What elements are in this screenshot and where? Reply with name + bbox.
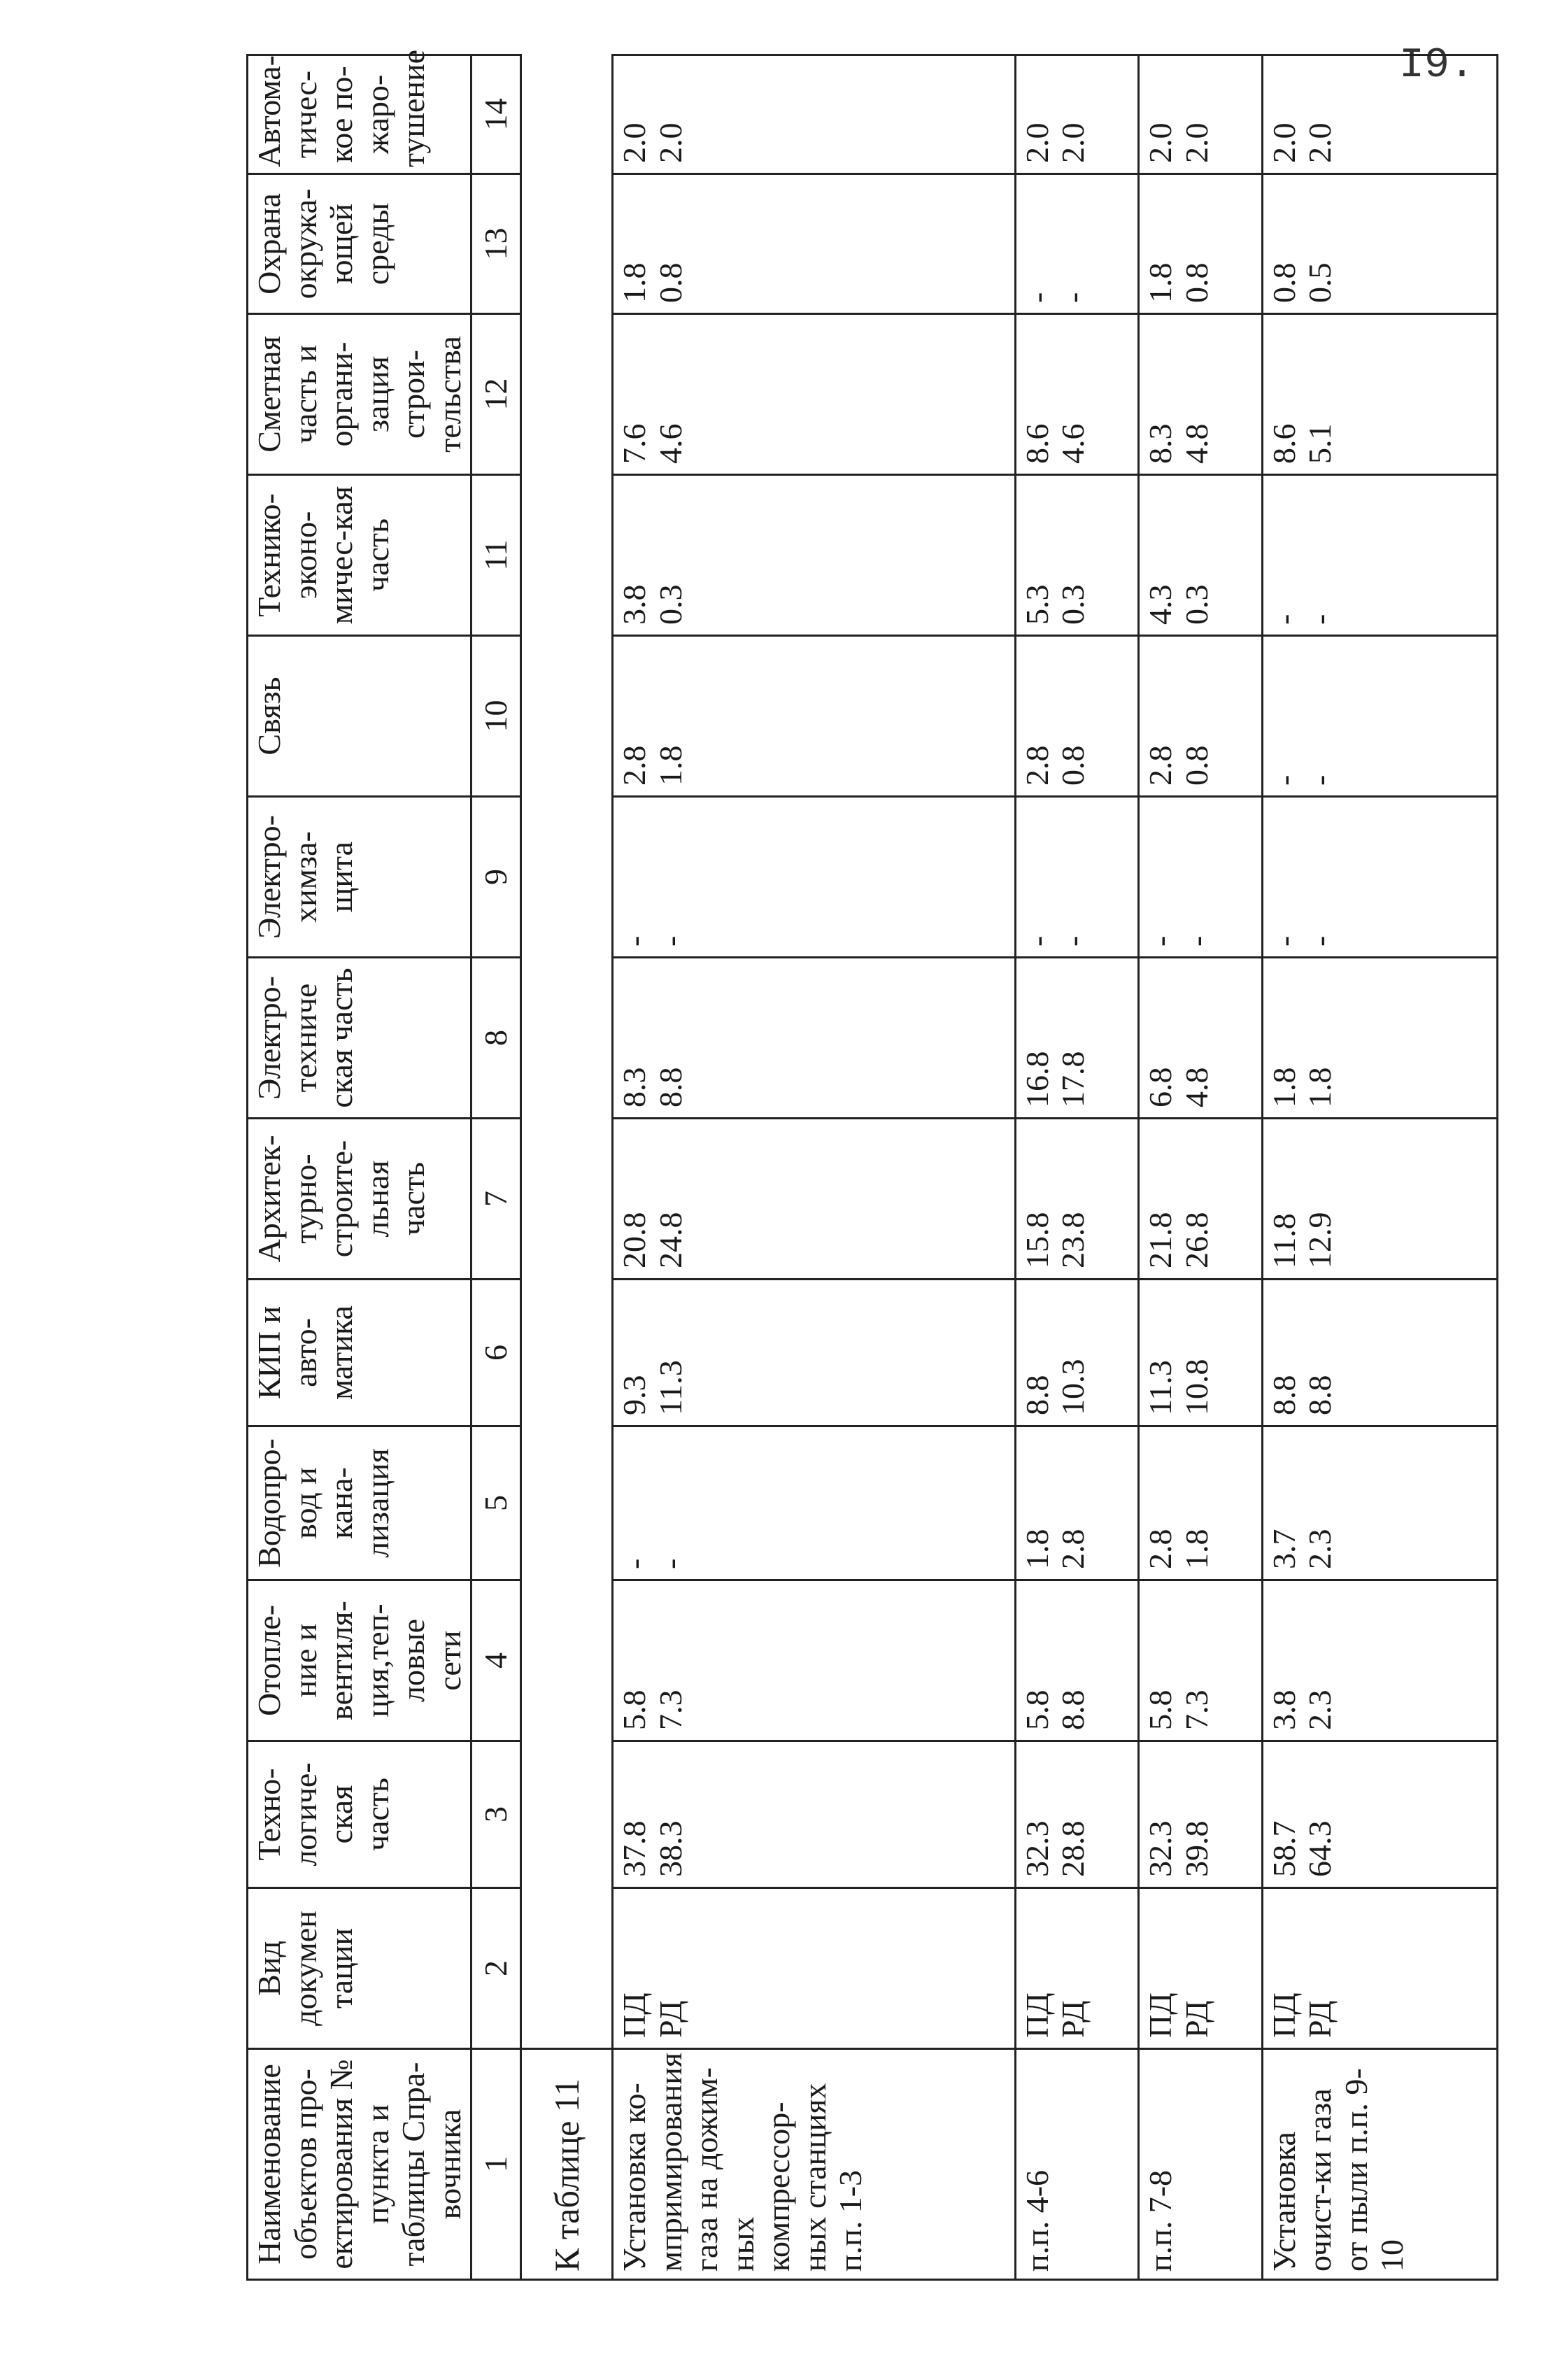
column-number: 7 — [471, 1119, 521, 1280]
percent-value: 2.0 — [1142, 122, 1179, 163]
column-number-row — [471, 55, 521, 2280]
section-title: К таблице 11 — [521, 2049, 613, 2280]
percent-value: - — [1142, 935, 1179, 947]
percent-value: 8.3 — [1142, 423, 1179, 464]
percent-value: 2.8 — [1142, 745, 1179, 786]
percent-value: 1.8 — [1019, 1529, 1055, 1569]
value-cell — [1262, 174, 1497, 314]
column-number: 2 — [471, 1888, 521, 2049]
percent-value: 10.8 — [1178, 1359, 1214, 1415]
column-header: Водопро-вод и кана-лизация — [248, 1426, 471, 1580]
percent-value: 0.5 — [1302, 262, 1338, 303]
percent-value: 2.0 — [616, 122, 653, 163]
percent-value: 3.8 — [616, 584, 653, 625]
rotated-table-container — [246, 50, 1498, 2281]
percent-value: 21.8 — [1142, 1212, 1179, 1268]
percent-value: 58.7 — [1265, 1820, 1302, 1877]
percent-value: 15.8 — [1019, 1212, 1055, 1268]
percent-value: 4.6 — [1055, 423, 1091, 464]
percent-value: 11.3 — [1142, 1360, 1179, 1415]
value-cell — [1015, 797, 1139, 958]
value-cell — [1015, 636, 1139, 797]
doc-type: РД — [1178, 2000, 1214, 2038]
percent-value: 1.8 — [616, 262, 653, 303]
percent-value: 4.6 — [652, 423, 688, 464]
percent-value: 0.3 — [1178, 584, 1214, 625]
percent-value: 5.8 — [616, 1690, 653, 1730]
percent-value: 7.3 — [652, 1690, 688, 1730]
value-cell — [1015, 475, 1139, 636]
percent-value: 8.8 — [1302, 1375, 1338, 1415]
value-cell — [1139, 1580, 1263, 1741]
percent-value: 0.8 — [1055, 745, 1091, 786]
percent-value: 4.8 — [1178, 1067, 1214, 1107]
value-cell — [1015, 1426, 1139, 1580]
percent-value: 8.8 — [1019, 1375, 1055, 1415]
percent-value: 2.0 — [1265, 122, 1302, 163]
column-header: Охрана окружа-ющей среды — [248, 174, 471, 314]
value-cell — [1262, 636, 1497, 797]
percent-value: - — [616, 935, 653, 947]
value-cell — [1262, 1741, 1497, 1888]
value-cell — [1015, 174, 1139, 314]
percent-value: 2.0 — [1055, 122, 1091, 163]
percent-value: 32.3 — [1019, 1820, 1055, 1877]
column-header: Технико-эконо-мичес-кая часть — [248, 475, 471, 636]
percent-value: 2.0 — [1302, 122, 1338, 163]
doc-type-cell — [1015, 1888, 1139, 2049]
value-cell — [1262, 958, 1497, 1119]
column-header: Вид докумен тации — [248, 1888, 471, 2049]
percent-value: - — [1055, 292, 1091, 303]
value-cell — [1139, 55, 1263, 174]
value-cell — [1262, 1580, 1497, 1741]
percent-value: 10.3 — [1055, 1359, 1091, 1415]
value-cell — [1139, 475, 1263, 636]
object-name: Установка ко-мпримирования газа на дожим-ных компрессор-ных станциях п.п. 1-3 — [613, 2049, 1016, 2280]
percent-value: 0.8 — [652, 262, 688, 303]
doc-type: ПД — [1142, 1992, 1179, 2038]
value-cell — [1139, 636, 1263, 797]
value-cell — [1262, 1119, 1497, 1280]
percent-value: 2.0 — [1019, 122, 1055, 163]
percent-value: 2.3 — [1302, 1529, 1338, 1569]
percent-value: 0.8 — [1265, 262, 1302, 303]
percent-value: 2.8 — [1055, 1529, 1091, 1569]
percent-value: - — [1055, 935, 1091, 947]
percent-value: 16.8 — [1019, 1051, 1055, 1107]
percent-value: 2.0 — [652, 122, 688, 163]
value-cell — [1139, 1119, 1263, 1280]
percent-value: 11.8 — [1265, 1213, 1302, 1268]
column-header: Электро-химза-щита — [248, 797, 471, 958]
column-number: 11 — [471, 475, 521, 636]
percent-value: 32.3 — [1142, 1820, 1179, 1877]
percent-value: 1.8 — [1142, 262, 1179, 303]
percent-value: - — [1302, 614, 1338, 625]
percent-value: 1.8 — [652, 745, 688, 786]
doc-type-cell — [1262, 1888, 1497, 2049]
percent-value: 7.3 — [1178, 1690, 1214, 1730]
column-number: 13 — [471, 174, 521, 314]
percent-value: 5.8 — [1142, 1690, 1179, 1730]
value-cell — [1139, 1741, 1263, 1888]
percent-value: 8.6 — [1265, 423, 1302, 464]
value-cell — [1262, 1426, 1497, 1580]
percent-value: 0.8 — [1178, 262, 1214, 303]
percent-value: 12.9 — [1302, 1212, 1338, 1268]
column-number: 5 — [471, 1426, 521, 1580]
percent-value: 2.3 — [1302, 1690, 1338, 1730]
object-name: Установка очист-ки газа от пыли п.п. 9-10 — [1262, 2049, 1497, 2280]
column-header: Техно-логиче-ская часть — [248, 1741, 471, 1888]
value-cell — [613, 636, 1016, 797]
percent-value: - — [652, 1558, 688, 1569]
object-name: п.п. 7-8 — [1139, 2049, 1263, 2280]
doc-type: ПД — [616, 1992, 653, 2038]
percent-value: - — [652, 935, 688, 947]
table-row — [1262, 55, 1497, 2280]
value-cell — [613, 475, 1016, 636]
percent-value: 2.0 — [1178, 122, 1214, 163]
column-header: Наименование объектов про-ектирования № пункта и таблицы Спра-вочника — [248, 2049, 471, 2280]
percent-value: 8.8 — [1265, 1375, 1302, 1415]
percent-value: 28.8 — [1055, 1820, 1091, 1877]
percent-value: 5.8 — [1019, 1690, 1055, 1730]
percent-value: 8.3 — [616, 1067, 653, 1107]
value-cell — [1015, 1119, 1139, 1280]
percent-value: 8.8 — [1055, 1690, 1091, 1730]
percent-value: - — [1265, 614, 1302, 625]
column-header: Архитек-турно-строите-льная часть — [248, 1119, 471, 1280]
percent-value: 39.8 — [1178, 1820, 1214, 1877]
percent-value: 1.8 — [1265, 1067, 1302, 1107]
percent-value: 4.3 — [1142, 584, 1179, 625]
percent-value: 64.3 — [1302, 1820, 1338, 1877]
percent-value: 9.3 — [616, 1375, 653, 1415]
percent-value: 0.3 — [1055, 584, 1091, 625]
column-number: 14 — [471, 55, 521, 174]
percent-value: 37.8 — [616, 1820, 653, 1877]
percent-value: 6.8 — [1142, 1067, 1179, 1107]
column-header: Сметная часть и органи-зация строи-тельства — [248, 314, 471, 475]
column-number: 6 — [471, 1280, 521, 1426]
percent-value: 7.6 — [616, 423, 653, 464]
value-cell — [1262, 55, 1497, 174]
percent-value: 5.1 — [1302, 423, 1338, 464]
value-cell — [613, 958, 1016, 1119]
value-cell — [1139, 174, 1263, 314]
column-number: 8 — [471, 958, 521, 1119]
column-header: Отопле-ние и вентиля-ция,теп-ловые сети — [248, 1580, 471, 1741]
percent-value: - — [1019, 935, 1055, 947]
column-number: 9 — [471, 797, 521, 958]
value-cell — [1262, 797, 1497, 958]
doc-type: ПД — [1265, 1992, 1302, 2038]
table-row — [1015, 55, 1139, 2280]
cost-distribution-table — [246, 50, 1498, 2281]
value-cell — [1139, 1426, 1263, 1580]
column-number: 4 — [471, 1580, 521, 1741]
column-number: 1 — [471, 2049, 521, 2280]
value-cell — [1262, 1280, 1497, 1426]
percent-value: - — [1302, 935, 1338, 947]
percent-value: 38.3 — [652, 1820, 688, 1877]
value-cell — [1015, 1580, 1139, 1741]
percent-value: 3.7 — [1265, 1529, 1302, 1569]
table-body — [521, 55, 1498, 2280]
percent-value: 26.8 — [1178, 1212, 1214, 1268]
percent-value: 8.6 — [1019, 423, 1055, 464]
percent-value: 17.8 — [1055, 1051, 1091, 1107]
doc-type: РД — [1302, 2000, 1338, 2038]
percent-value: - — [616, 1558, 653, 1569]
doc-type-cell — [613, 1888, 1016, 2049]
percent-value: 0.3 — [652, 584, 688, 625]
percent-value: 0.8 — [1178, 745, 1214, 786]
section-spacer — [521, 55, 613, 2049]
doc-type: РД — [652, 2000, 688, 2038]
percent-value: 3.8 — [1265, 1690, 1302, 1730]
value-cell — [1015, 1741, 1139, 1888]
section-row — [521, 55, 613, 2280]
value-cell — [613, 174, 1016, 314]
page-number: I9. — [1399, 42, 1475, 90]
doc-type: РД — [1055, 2000, 1091, 2038]
value-cell — [1262, 314, 1497, 475]
column-number: 10 — [471, 636, 521, 797]
percent-value: 4.8 — [1178, 423, 1214, 464]
percent-value: 1.8 — [1302, 1067, 1338, 1107]
table-row — [613, 55, 1016, 2280]
column-header: Автома-тичес-кое по-жаро-тушение — [248, 55, 471, 174]
value-cell — [613, 1280, 1016, 1426]
value-cell — [1015, 958, 1139, 1119]
column-header: Электро-техниче ская часть — [248, 958, 471, 1119]
percent-value: - — [1265, 935, 1302, 947]
percent-value: - — [1302, 774, 1338, 786]
value-cell — [1262, 475, 1497, 636]
percent-value: - — [1019, 292, 1055, 303]
percent-value: 1.8 — [1178, 1529, 1214, 1569]
percent-value: - — [1178, 935, 1214, 947]
table-row — [1139, 55, 1263, 2280]
percent-value: 2.8 — [1019, 745, 1055, 786]
percent-value: 11.3 — [652, 1360, 688, 1415]
percent-value: 2.8 — [616, 745, 653, 786]
doc-type-cell — [1139, 1888, 1263, 2049]
value-cell — [613, 1580, 1016, 1741]
column-number: 12 — [471, 314, 521, 475]
value-cell — [613, 55, 1016, 174]
value-cell — [1015, 314, 1139, 475]
column-header: КИП и авто-матика — [248, 1280, 471, 1426]
value-cell — [1139, 314, 1263, 475]
value-cell — [1139, 958, 1263, 1119]
value-cell — [613, 797, 1016, 958]
percent-value: 24.8 — [652, 1212, 688, 1268]
doc-type: ПД — [1019, 1992, 1055, 2038]
percent-value: - — [1265, 774, 1302, 786]
percent-value: 20.8 — [616, 1212, 653, 1268]
value-cell — [613, 1741, 1016, 1888]
percent-value: 5.3 — [1019, 584, 1055, 625]
value-cell — [613, 314, 1016, 475]
percent-value: 8.8 — [652, 1067, 688, 1107]
value-cell — [1139, 797, 1263, 958]
value-cell — [613, 1119, 1016, 1280]
header-row — [248, 55, 471, 2280]
percent-value: 23.8 — [1055, 1212, 1091, 1268]
column-header: Связь — [248, 636, 471, 797]
value-cell — [1015, 1280, 1139, 1426]
column-number: 3 — [471, 1741, 521, 1888]
value-cell — [613, 1426, 1016, 1580]
object-name: п.п. 4-6 — [1015, 2049, 1139, 2280]
value-cell — [1139, 1280, 1263, 1426]
percent-value: 2.8 — [1142, 1529, 1179, 1569]
value-cell — [1015, 55, 1139, 174]
